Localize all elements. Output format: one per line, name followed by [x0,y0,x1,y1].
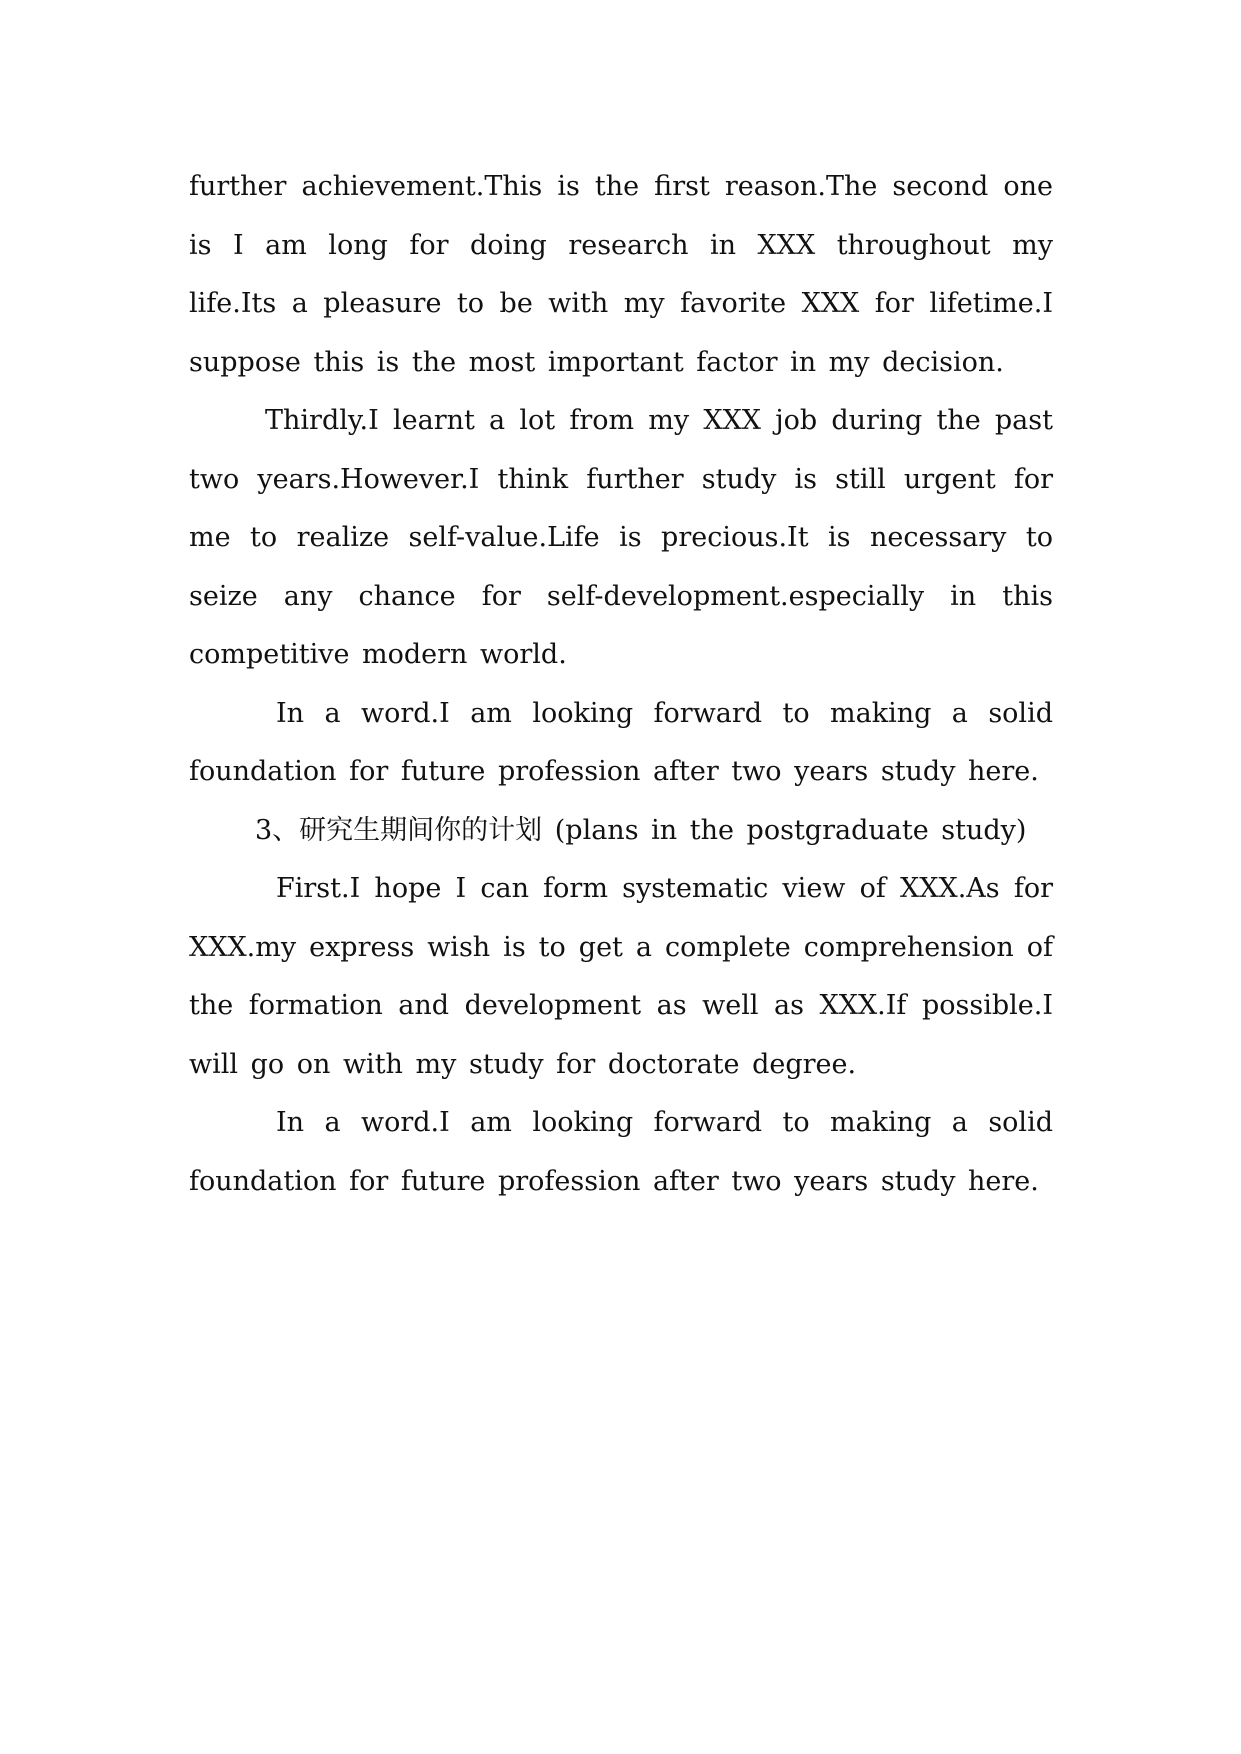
paragraph-first-reason: further achievement.This is the first reason.The second one is I am long for doing research in XXX throughout my life.Its a pleasure to be with my favorite XXX for lifetime.I suppose this is the most important factor in my decision. [189,171,1053,378]
paragraph-thirdly: Thirdly.I learnt a lot from my XXX job during the past two years.However.I think further study is still urgent for me to realize self-value.Life is precious.It is necessary to seize any chance for self-development.especially in this competitive modern world. [189,405,1053,670]
paragraph-in-a-word-closing: In a word.I am looking forward to making a solid foundation for future profession after two years study here. [189,1107,1053,1197]
paragraph-in-a-word: In a word.I am looking forward to making a solid foundation for future profession after two years study here. [189,697,1053,787]
document-body [189,158,1053,1211]
section-heading-plans: 3、研究生期间你的计划 (plans in the postgraduate study) [255,814,1027,846]
paragraph-first-plan: First.I hope I can form systematic view of XXX.As for XXX.my express wish is to get a complete comprehension of the formation and development as well as XXX.If possible.I will go on with my study for doctorate degree. [189,873,1053,1080]
